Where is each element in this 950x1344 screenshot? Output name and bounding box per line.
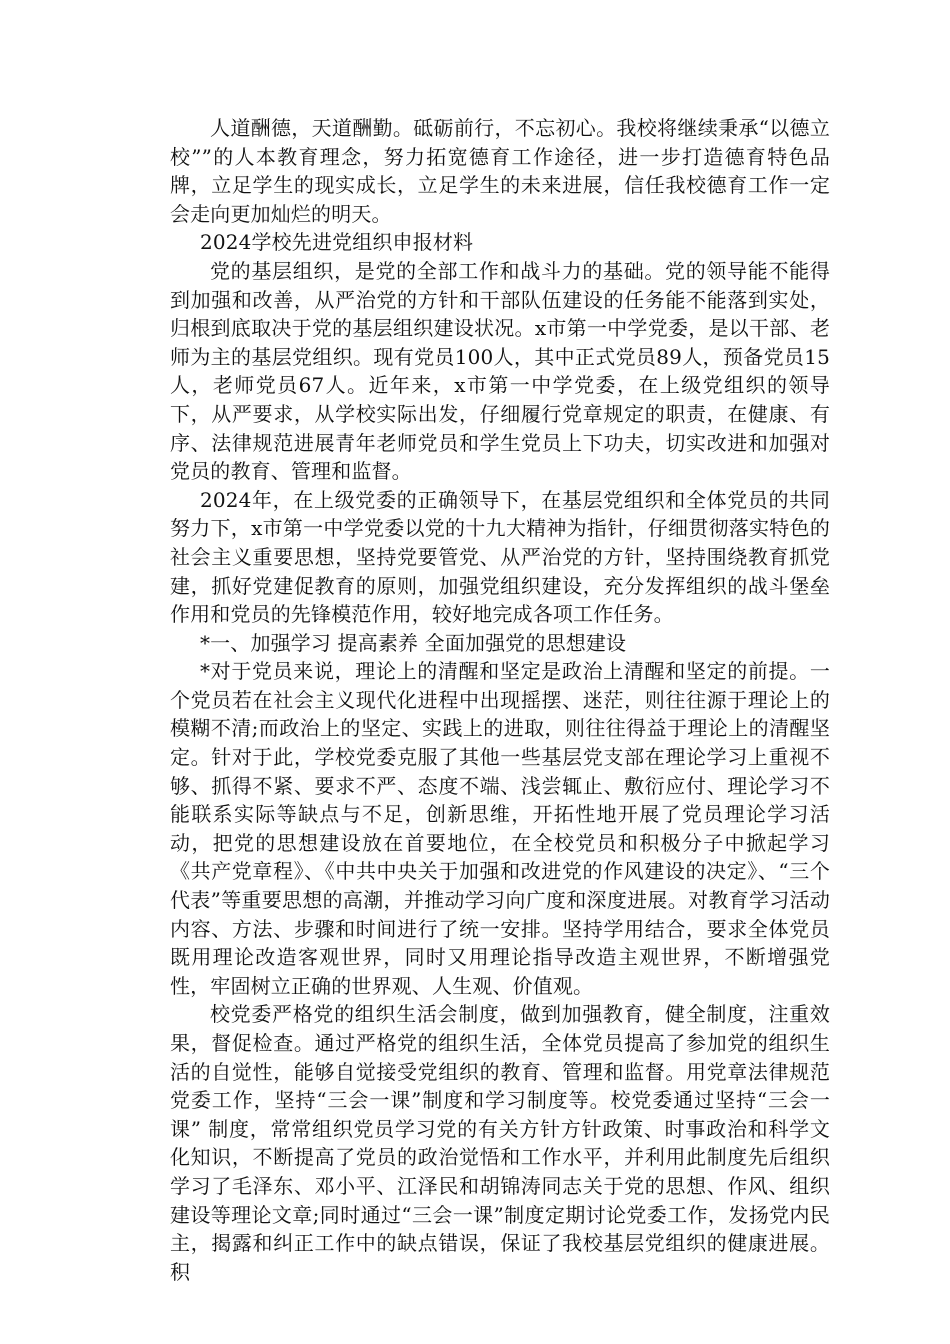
section-heading-1: *一、加强学习 提高素养 全面加强党的思想建设 (200, 630, 627, 655)
document-title: 2024学校先进党组织申报材料 (200, 230, 474, 255)
paragraph-introduction: 党的基层组织，是党的全部工作和战斗力的基础。党的领导能不能得到加强和改善，从严治党的方针和干部队伍建设的任务能不能落到实处，归根到底取决于党的基层组织建设状况。x市第一中学党委，是以干部、老师为主的基层党组织。现有党员100人，其中正式党员89人，预备党员15人，老师党员67人。近年来，x市第一中学党委，在上级党组织的领导下，从严要求，从学校实际出发，仔细履行党章规定的职责，在健康、有序、法律规范进展青年老师党员和学生党员上下功夫，切实改进和加强对党员的教育、管理和监督。 (170, 258, 830, 484)
paragraph-annual-summary: 2024年，在上级党委的正确领导下，在基层党组织和全体党员的共同努力下，x市第一中学党委以党的十九大精神为指针，仔细贯彻落实特色的社会主义重要思想，坚持党要管党、从严治党的方针，坚持围绕教育抓党建，抓好党建促教育的原则，加强党组织建设，充分发挥组织的战斗堡垒作用和党员的先锋模范作用，较好地完成各项工作任务。 (170, 487, 830, 627)
paragraph-closing-remarks: 人道酬德，天道酬勤。砥砺前行，不忘初心。我校将继续秉承“以德立校””的人本教育理念，努力拓宽德育工作途径，进一步打造德育特色品牌，立足学生的现实成长，立足学生的未来进展，信任我校德育工作一定会走向更加灿烂的明天。 (170, 116, 830, 226)
document-body (170, 114, 830, 1286)
paragraph-organization-life: 校党委严格党的组织生活会制度，做到加强教育，健全制度，注重效果，督促检查。通过严格党的组织生活，全体党员提高了参加党的组织生活的自觉性，能够自觉接受党组织的教育、管理和监督。用党章法律规范党委工作，坚持“三会一课”制度和学习制度等。校党委通过坚持“三会一课” 制度，常常组织党员学习党的有关方针方针政策、时事政治和科学文化知识，不断提高了党员的政治觉悟和工作水平，并利用此制度先后组织学习了毛泽东、邓小平、江泽民和胡锦涛同志关于党的思想、作风、组织建设等理论文章;同时通过“三会一课”制度定期讨论党委工作，发扬党内民主，揭露和纠正工作中的缺点错误，保证了我校基层党组织的健康进展。积 (170, 1002, 830, 1284)
paragraph-theory-study: *对于党员来说，理论上的清醒和坚定是政治上清醒和坚定的前提。一个党员若在社会主义现代化进程中出现摇摆、迷茫，则往往源于理论上的模糊不清;而政治上的坚定、实践上的进取，则往往得益于理论上的清醒坚定。针对于此，学校党委克服了其他一些基层党支部在理论学习上重视不够、抓得不紧、要求不严、态度不端、浅尝辄止、敷衍应付、理论学习不能联系实际等缺点与不足，创新思维，开拓性地开展了党员理论学习活动，把党的思想建设放在首要地位，在全校党员和积极分子中掀起学习《共产党章程》、《中共中央关于加强和改进党的作风建设的决定》、“三个代表”等重要思想的高潮，并推动学习向广度和深度进展。对教育学习活动内容、方法、步骤和时间进行了统一安排。坚持学用结合，要求全体党员既用理论改造客观世界，同时又用理论指导改造主观世界，不断增强党性，牢固树立正确的世界观、人生观、价值观。 (170, 659, 830, 998)
